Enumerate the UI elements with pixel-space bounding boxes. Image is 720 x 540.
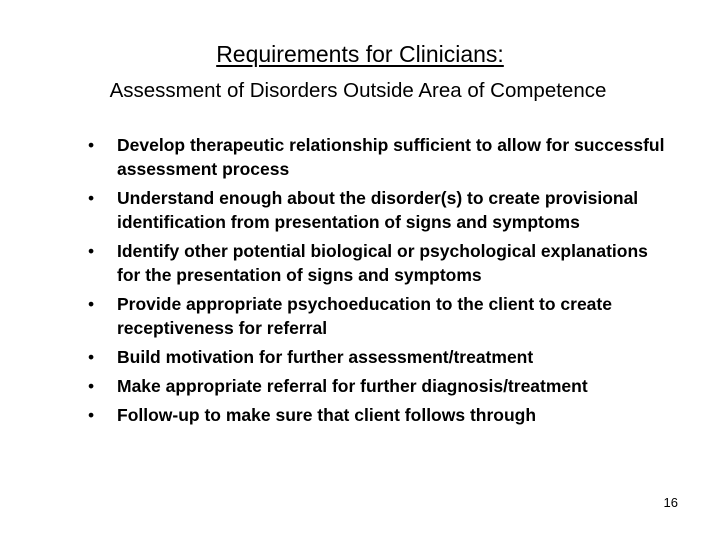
bullet-item	[86, 239, 676, 287]
bullet-item	[86, 133, 676, 181]
bullet-text: Understand enough about the disorder(s) to create provisional identification from presentation of signs and symptoms	[117, 188, 639, 232]
bullet-text: Provide appropriate psychoeducation to the client to create receptiveness for referral	[117, 294, 612, 338]
bullet-icon: •	[88, 294, 95, 314]
bullet-item	[86, 292, 676, 340]
bullet-text: Build motivation for further assessment/treatment	[117, 347, 534, 367]
bullet-icon: •	[88, 376, 95, 396]
bullet-text: Identify other potential biological or psychological explanations for the presentation of signs and symptoms	[117, 241, 648, 285]
bullet-icon: •	[88, 135, 95, 155]
bullet-item	[86, 374, 676, 398]
bullet-icon: •	[88, 405, 95, 425]
page-number: 16	[663, 495, 678, 510]
bullet-icon: •	[88, 241, 95, 261]
slide-subtitle: Assessment of Disorders Outside Area of Competence	[109, 79, 607, 102]
bullet-text: Develop therapeutic relationship sufficient to allow for successful assessment process	[117, 135, 665, 179]
bullet-item	[86, 186, 676, 234]
bullet-icon: •	[88, 188, 95, 208]
slide-title: Requirements for Clinicians:	[216, 41, 504, 67]
bullet-item	[86, 403, 676, 427]
bullet-text: Make appropriate referral for further diagnosis/treatment	[117, 376, 588, 396]
bullet-item	[86, 345, 676, 369]
bullet-list	[86, 133, 676, 432]
bullet-icon: •	[88, 347, 95, 367]
bullet-text: Follow-up to make sure that client follows through	[117, 405, 537, 425]
